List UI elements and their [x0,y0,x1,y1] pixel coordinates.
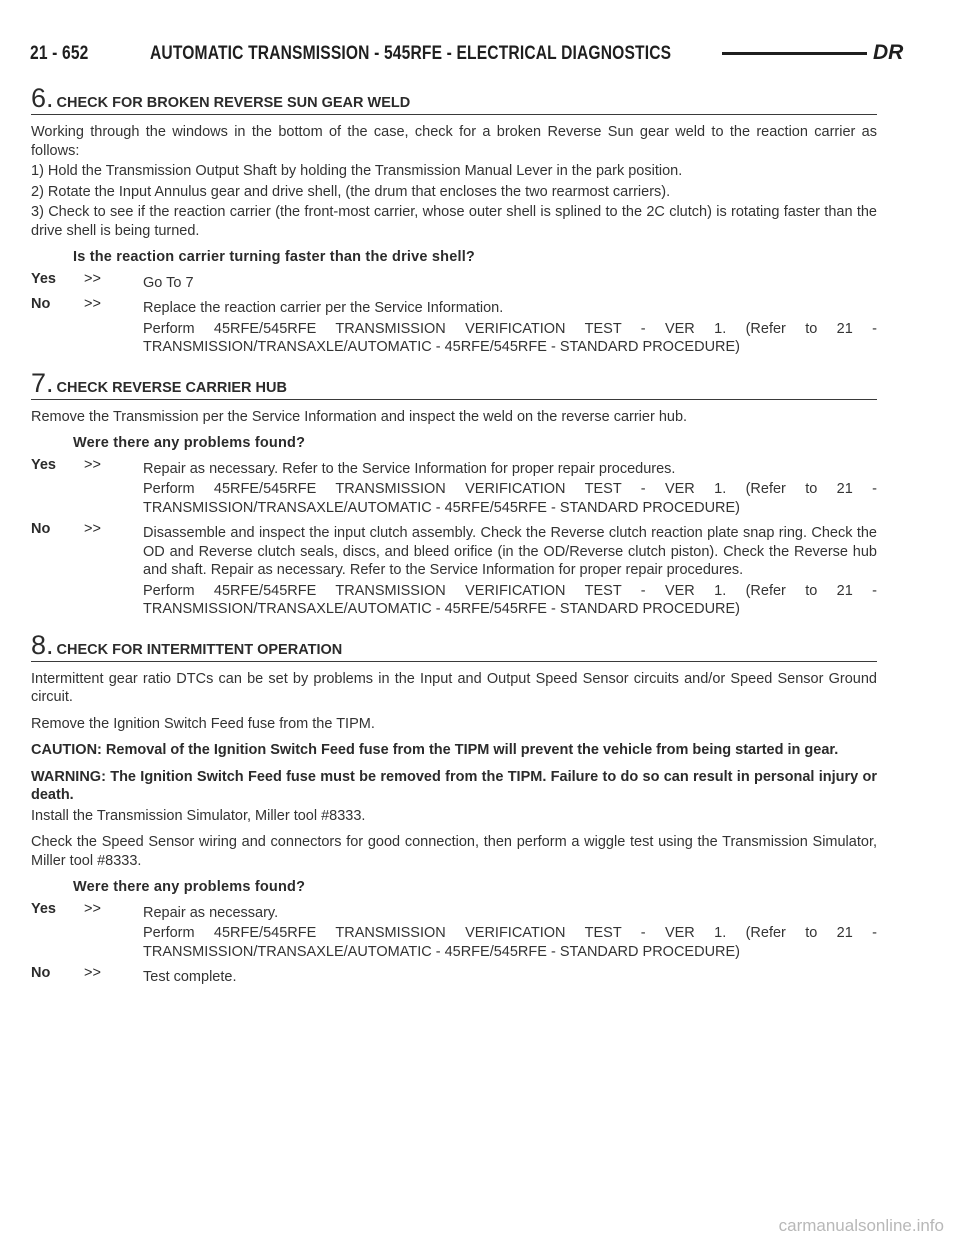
step-heading [31,84,877,115]
answer-text: Perform 45RFE/545RFE TRANSMISSION VERIFICATION TEST - VER 1. (Refer to 21 - TRANSMISSION/TRANSAXLE/AUTOMATIC - 45RFE/545RFE - STANDARD PROCEDURE) [143,481,877,516]
answer-arrow: >> [84,270,101,287]
model-code: DR [873,41,904,64]
step-number: 6. [31,83,54,113]
answer-text: Repair as necessary. Refer to the Service Information for proper repair procedures. [143,460,676,477]
paragraph: Remove the Transmission per the Service Information and inspect the weld on the reverse carrier hub. [31,408,688,425]
step-number: 8. [31,629,54,660]
step-title: CHECK FOR INTERMITTENT OPERATION [56,641,343,658]
answer-text: Disassemble and inspect the input clutch assembly. Check the Reverse clutch reaction plate snap ring. Check the OD and Reverse clutch seals, discs, and bleed orifice (in the OD/Reverse clutch piston). Check the Reverse hub and shaft. Repair as necessary. Refer to the Service Information for proper repair procedures. [143,525,877,578]
answer-label: No [31,296,51,312]
step-6 [31,84,877,357]
step-8 [31,631,877,987]
paragraph: Install the Transmission Simulator, Miller tool #8333. [31,807,366,824]
answer-arrow: >> [84,521,101,537]
answer-text: Perform 45RFE/545RFE TRANSMISSION VERIFICATION TEST - VER 1. (Refer to 21 - TRANSMISSION/TRANSAXLE/AUTOMATIC - 45RFE/545RFE - STANDARD PROCEDURE) [143,925,877,960]
answer-label: Yes [31,900,56,917]
document-body [31,80,877,987]
section-title: AUTOMATIC TRANSMISSION - 545RFE - ELECTRICAL DIAGNOSTICS [150,41,672,64]
paragraph: 2) Rotate the Input Annulus gear and drive shell, (the drum that encloses the two rearmost carriers). [31,183,671,200]
step-heading [31,631,877,662]
step-question: Were there any problems found? [73,879,306,895]
paragraph: Intermittent gear ratio DTCs can be set by problems in the Input and Output Speed Sensor circuits and/or Speed Sensor Ground circuit. [31,670,877,705]
watermark-link[interactable]: carmanualsonline.info [778,1216,944,1235]
answer-no [31,521,877,619]
warning-note: WARNING: The Ignition Switch Feed fuse must be removed from the TIPM. Failure to do so can result in personal injury or death. [31,768,877,803]
paragraph: Check the Speed Sensor wiring and connectors for good connection, then perform a wiggle test using the Transmission Simulator, Miller tool #8333. [31,834,877,869]
answer-text: Perform 45RFE/545RFE TRANSMISSION VERIFICATION TEST - VER 1. (Refer to 21 - TRANSMISSION/TRANSAXLE/AUTOMATIC - 45RFE/545RFE - STANDARD PROCEDURE) [143,582,877,617]
paragraph: 1) Hold the Transmission Output Shaft by holding the Transmission Manual Lever in the park position. [31,163,683,179]
answer-label: Yes [31,456,56,473]
answer-text: Replace the reaction carrier per the Service Information. [143,300,504,316]
caution-note: CAUTION: Removal of the Ignition Switch Feed fuse from the TIPM will prevent the vehicle from being started in gear. [31,742,839,758]
answer-arrow: >> [84,296,101,312]
answer-text: Perform 45RFE/545RFE TRANSMISSION VERIFICATION TEST - VER 1. (Refer to 21 - TRANSMISSION/TRANSAXLE/AUTOMATIC - 45RFE/545RFE - STANDARD PROCEDURE) [143,320,877,355]
paragraph: 3) Check to see if the reaction carrier (the front-most carrier, whose outer shell is splined to the 2C clutch) is rotating faster than the drive shell is being turned. [31,204,877,239]
step-number: 7. [31,367,54,398]
answer-yes [31,270,877,293]
step-heading [31,369,877,400]
step-title: CHECK FOR BROKEN REVERSE SUN GEAR WELD [56,95,411,111]
answer-yes [31,456,877,518]
page-number: 21 - 652 [30,41,89,64]
page-header [30,38,904,68]
step-question: Is the reaction carrier turning faster than the drive shell? [73,249,475,265]
answer-text: Test complete. [143,969,237,985]
answer-label: No [31,521,51,537]
answer-arrow: >> [84,965,101,981]
answer-text: Repair as necessary. [143,904,279,921]
answer-text: Go To 7 [143,274,194,291]
header-rule [722,52,867,55]
answer-label: Yes [31,270,56,287]
answer-arrow: >> [84,456,101,473]
answer-no [31,296,877,357]
paragraph: Remove the Ignition Switch Feed fuse from the TIPM. [31,715,375,732]
step-title: CHECK REVERSE CARRIER HUB [56,379,287,396]
answer-arrow: >> [84,900,101,917]
answer-no [31,965,877,987]
paragraph: Working through the windows in the bottom of the case, check for a broken Reverse Sun gear weld to the reaction carrier as follows: [31,124,877,159]
answer-label: No [31,965,51,981]
step-7 [31,369,877,619]
answer-yes [31,900,877,962]
step-question: Were there any problems found? [73,435,306,451]
